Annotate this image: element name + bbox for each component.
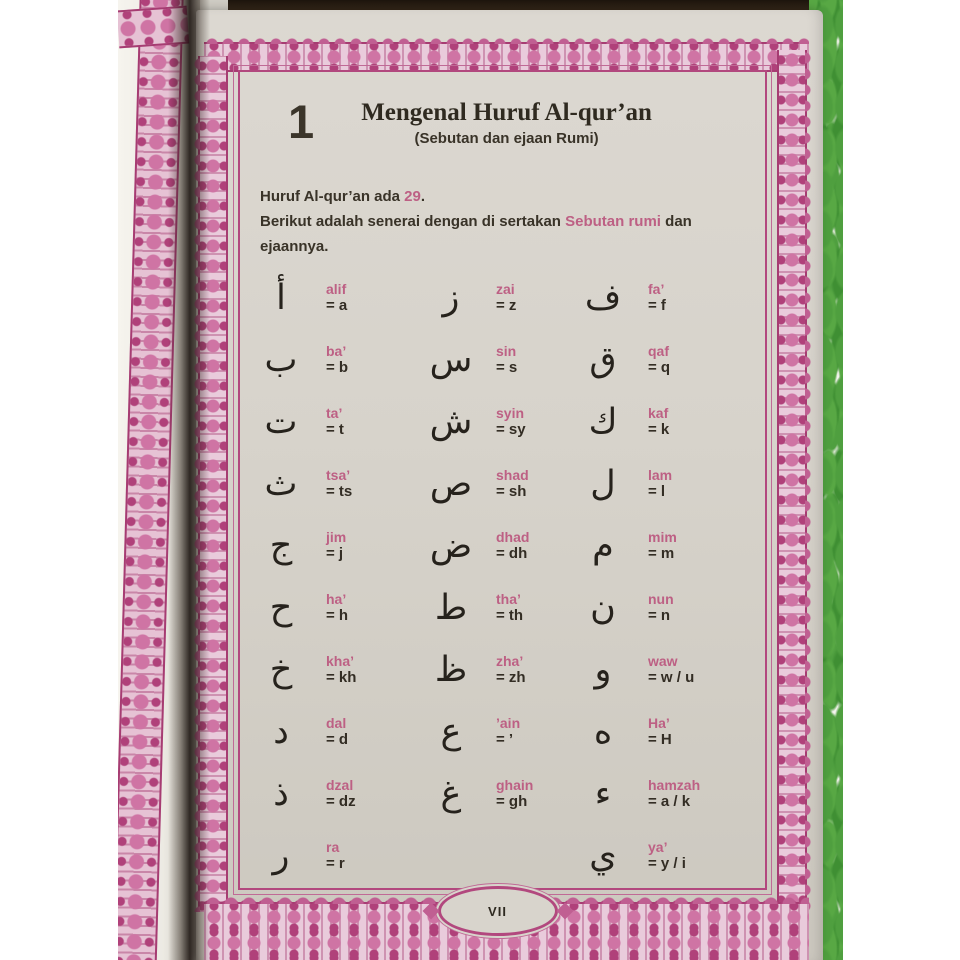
arabic-letter-glyph: ج xyxy=(269,526,293,566)
letter-rumi: = d xyxy=(326,731,349,748)
letter-name: ra xyxy=(326,839,340,855)
letter-entry-dhad xyxy=(420,515,572,577)
letter-name: dzal xyxy=(326,777,354,793)
chapter-heading xyxy=(288,96,727,164)
letter-rumi: = a / k xyxy=(648,793,691,810)
letter-name: ha’ xyxy=(326,591,347,607)
intro-line-2 xyxy=(260,209,757,259)
arabic-letter-glyph: س xyxy=(429,340,473,380)
letter-entry-ghain xyxy=(420,763,572,825)
letter-entry-ta xyxy=(250,391,420,453)
arabic-letter-glyph: ن xyxy=(590,588,616,628)
page-content xyxy=(250,84,757,890)
letter-entry-sin xyxy=(420,329,572,391)
book-page xyxy=(196,10,823,960)
arabic-letter-glyph: و xyxy=(594,650,612,690)
letter-rumi: = q xyxy=(648,359,671,376)
letter-rumi: = zh xyxy=(496,669,526,686)
letter-entry-kaf xyxy=(572,391,750,453)
letter-name: ghain xyxy=(496,777,534,793)
letter-entry-tha xyxy=(420,577,572,639)
intro-line-1 xyxy=(260,184,757,209)
letter-entry-zai xyxy=(420,267,572,329)
title-block xyxy=(312,96,727,147)
letter-rumi: = kh xyxy=(326,669,357,686)
letter-rumi: = n xyxy=(648,607,671,624)
letter-entry-waw xyxy=(572,639,750,701)
letters-grid xyxy=(250,267,757,887)
intro-line2-highlight: Sebutan rumi xyxy=(565,213,661,230)
letter-entry-lam xyxy=(572,453,750,515)
arabic-letter-glyph: ل xyxy=(590,464,616,504)
arabic-letter-glyph: ء xyxy=(594,774,612,814)
letter-entry-jim xyxy=(250,515,420,577)
letter-rumi: = ’ xyxy=(496,731,514,748)
letter-entry-nun xyxy=(572,577,750,639)
book-photo xyxy=(118,0,843,960)
letter-rumi: = dh xyxy=(496,545,528,562)
letter-entry-zha xyxy=(420,639,572,701)
letter-name: kaf xyxy=(648,405,669,421)
letter-entry-qaf xyxy=(572,329,750,391)
letter-name: dhad xyxy=(496,529,530,545)
chapter-number: 1 xyxy=(288,95,313,148)
letter-name: kha’ xyxy=(326,653,355,669)
letter-entry-dzal xyxy=(250,763,420,825)
letter-entry-ha xyxy=(250,577,420,639)
arabic-letter-glyph: ذ xyxy=(273,774,289,814)
letter-entry-dal xyxy=(250,701,420,763)
letter-name: qaf xyxy=(648,343,669,359)
letter-name: shad xyxy=(496,467,529,483)
arabic-letter-glyph: ز xyxy=(442,278,460,318)
letter-name: tha’ xyxy=(496,591,521,607)
letter-rumi: = t xyxy=(326,421,344,438)
arabic-letter-glyph: خ xyxy=(269,650,293,690)
lace-border-top xyxy=(204,42,809,72)
letter-rumi: = s xyxy=(496,359,518,376)
intro-line1-period: . xyxy=(420,188,426,205)
page-title: Mengenal Huruf Al-qur’an xyxy=(361,99,652,126)
letter-name: waw xyxy=(648,653,678,669)
arabic-letter-glyph: ه xyxy=(593,712,613,752)
intro-line1-text: Huruf Al-qur’an ada xyxy=(260,188,405,205)
arabic-letter-glyph: ق xyxy=(589,340,617,380)
lace-border-left xyxy=(198,56,228,912)
arabic-letter-glyph: ط xyxy=(434,588,468,628)
page-number: VII xyxy=(488,903,507,919)
letter-name: lam xyxy=(648,467,673,483)
letter-rumi: = k xyxy=(648,421,670,438)
letter-rumi: = sy xyxy=(496,421,526,438)
letter-name: hamzah xyxy=(648,777,701,793)
letter-rumi: = y / i xyxy=(648,855,686,872)
letter-entry-alif xyxy=(250,267,420,329)
letter-rumi: = z xyxy=(496,297,517,314)
letter-name: zha’ xyxy=(496,653,524,669)
arabic-letter-glyph: ث xyxy=(264,464,298,504)
letter-name: ya’ xyxy=(648,839,668,855)
facing-page xyxy=(118,0,200,960)
letter-entry-kha xyxy=(250,639,420,701)
letter-rumi: = a xyxy=(326,297,348,314)
letter-rumi: = gh xyxy=(496,793,528,810)
letter-name: zai xyxy=(496,281,515,297)
letter-entry-shad xyxy=(420,453,572,515)
letter-entry-ya xyxy=(572,825,750,887)
arabic-letter-glyph: ش xyxy=(429,402,473,442)
intro-line1-highlight: 29 xyxy=(404,188,421,205)
letter-entry-hamzah xyxy=(572,763,750,825)
letter-entry-Ha xyxy=(572,701,750,763)
intro-paragraph xyxy=(260,184,757,259)
letter-name: ta’ xyxy=(326,405,343,421)
letter-rumi: = j xyxy=(326,545,344,562)
letter-entry-fa xyxy=(572,267,750,329)
letter-name: syin xyxy=(496,405,525,421)
letter-rumi: = r xyxy=(326,855,345,872)
letter-name: nun xyxy=(648,591,674,607)
letter-entry-syin xyxy=(420,391,572,453)
letter-name: tsa’ xyxy=(326,467,351,483)
letter-rumi: = th xyxy=(496,607,524,624)
arabic-letter-glyph: أ xyxy=(276,278,286,318)
letter-entry-tsa xyxy=(250,453,420,515)
letter-name: sin xyxy=(496,343,517,359)
arabic-letter-glyph: ك xyxy=(588,402,618,442)
letter-rumi: = b xyxy=(326,359,349,376)
arabic-letter-glyph: م xyxy=(592,526,614,566)
letter-entry-ain xyxy=(420,701,572,763)
letter-rumi: = dz xyxy=(326,793,356,810)
letter-name: dal xyxy=(326,715,347,731)
arabic-letter-glyph: ض xyxy=(429,526,473,566)
letters-column-3 xyxy=(572,267,750,887)
letter-name: jim xyxy=(326,529,347,545)
letter-entry-ra xyxy=(250,825,420,887)
letter-rumi: = f xyxy=(648,297,666,314)
arabic-letter-glyph: ت xyxy=(264,402,298,442)
arabic-letter-glyph: ح xyxy=(269,588,293,628)
arabic-letter-glyph: ف xyxy=(584,278,622,318)
letter-rumi: = H xyxy=(648,731,672,748)
letter-name: fa’ xyxy=(648,281,665,297)
letter-rumi: = w / u xyxy=(648,669,695,686)
letter-name: Ha’ xyxy=(648,715,670,731)
letter-rumi: = l xyxy=(648,483,666,500)
arabic-letter-glyph: ي xyxy=(589,836,617,876)
intro-line2-tail: dan ejaannya. xyxy=(260,213,692,255)
intro-line2-text: Berikut adalah senerai dengan di sertakan xyxy=(260,213,566,230)
letter-name: ba’ xyxy=(326,343,347,359)
arabic-letter-glyph: ظ xyxy=(434,650,468,690)
letters-column-1 xyxy=(250,267,420,887)
letter-rumi: = ts xyxy=(326,483,353,500)
lace-border-right xyxy=(777,50,807,912)
letter-name: alif xyxy=(326,281,347,297)
page-subtitle: (Sebutan dan ejaan Rumi) xyxy=(414,130,599,147)
arabic-letter-glyph: ع xyxy=(440,712,462,752)
arabic-letter-glyph: غ xyxy=(440,774,462,814)
arabic-letter-glyph: ب xyxy=(264,340,298,380)
letter-rumi: = sh xyxy=(496,483,527,500)
letter-entry-ba xyxy=(250,329,420,391)
facing-page-border-vertical xyxy=(118,0,184,960)
letter-name: ’ain xyxy=(496,715,521,731)
arabic-letter-glyph: ر xyxy=(272,836,290,876)
letters-column-2 xyxy=(420,267,572,887)
arabic-letter-glyph: ص xyxy=(429,464,473,504)
arabic-letter-glyph: د xyxy=(273,712,289,752)
page-number-cartouche xyxy=(438,886,558,936)
letter-rumi: = m xyxy=(648,545,675,562)
letter-name: mim xyxy=(648,529,677,545)
letter-rumi: = h xyxy=(326,607,349,624)
letter-entry-mim xyxy=(572,515,750,577)
facing-page-border-top xyxy=(118,6,189,49)
